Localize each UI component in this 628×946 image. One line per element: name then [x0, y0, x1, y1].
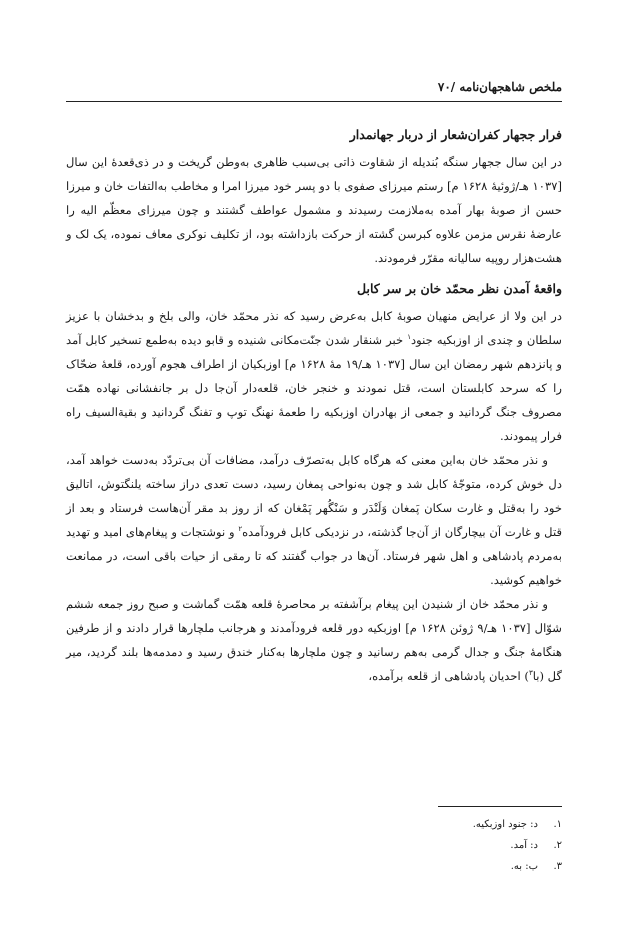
paragraph-kabul-3 — [66, 592, 562, 688]
paragraph-kabul-2-start: و نذر محمّد خان به‌این معنی که هرگاه کابل به‌تصرّف درآمد، مضافات آن بی‌تردّد به‌دست خواهد آمد، دل خوش کرده، متوجّهٔ کابل شد و چون به‌نواحی پمغان رسید، دست تعدی دراز ساخته یلنگتوش، اتالیق خود را به‌قتل و غارت سکان پَمغان وَلَنْدَر و سَنْگُهر پَمْغان که از روز بد مقر آن‌هاست فرستاد و بعد از قتل و غارت آن بیچارگان از آن‌جا گذشته، در نزدیکی کابل فرودآمده — [66, 453, 563, 539]
paragraph-kabul-3-start: و نذر محمّد خان از شنیدن این پیغام برآشفته بر محاصرهٔ قلعه همّت گماشت و صبح روز جمعه ششم شوّال [۱۰۳۷ هـ/۹ ژوئن ۱۶۲۸ م] اوزبکیه دور قلعه فرودآمدند و هرجانب ملچارها قرار دادند و از طرفین هنگامهٔ جنگ و جدال گرمی به‌هم رسانید و چون ملچارها به‌کنار خندق رسید و دمدمه‌ها بلند گردید، میر گل (با — [66, 597, 562, 683]
footnote-text: د: جنود اوزبکیه. — [472, 819, 538, 830]
paragraph-kabul-1-start: در این ولا از عرایض منهیان صوبهٔ کابل به‌عرض رسید که نذر محمّد خان، والی بلخ و بدخشان با عزیز سلطان و چندی از اوزبکیه جنود — [66, 309, 562, 347]
footnote-item — [262, 835, 562, 856]
running-header: ملخص شاهجهان‌نامه /۷۰ — [437, 80, 562, 94]
paragraph-kabul-1-end: خبر شنقار شدن جنّت‌مکانی شنیده و قابو دیده به‌طمع تسخیر کابل آمد و پانزدهم شهر رمضان این سال [۱۰۳۷ هـ/۱۹ مهٔ ۱۶۲۸ م] اوزبکیان از اطراف هجوم آورده، قلعهٔ ضحّاک را که سرحد کابلستان است، قتل نمودند و خنجر خان، قلعه‌دار آن‌جا دل بر جانفشانی نهاده همّت مصروف جنگ گردانید و جمعی از بهادران اوزبکیه را طعمهٔ نهنگ توپ و تفنگ گردانید و بقیةالسیف راه فرار پیمودند. — [66, 333, 563, 443]
footnote-number: ۳. — [553, 861, 562, 872]
footnote-number: ۲. — [553, 840, 562, 851]
main-text — [66, 124, 562, 688]
footnotes — [262, 814, 562, 877]
paragraph-kabul-3-end: ) احدیان پادشاهی از قلعه برآمده، — [368, 669, 529, 683]
footnote-ref-2[interactable]: ۲ — [238, 525, 243, 534]
footnote-item — [262, 814, 562, 835]
footnote-item — [262, 856, 562, 877]
paragraph-kabul-1 — [66, 304, 562, 448]
footnote-ref-1[interactable]: ۱ — [407, 333, 411, 342]
paragraph-kabul-2-end: و نوشتجات و پیغام‌های امید و تهدید به‌مردم پادشاهی و اهل شهر فرستاد. آن‌ها در جواب گفتند که تا رمقی از حیات باقی است، در ممانعت خواهیم کوشید. — [66, 525, 562, 587]
footnote-ref-3[interactable]: ۳ — [528, 669, 533, 678]
paragraph-flight: در این سال ججهار سنگه بُندیله از شقاوت ذاتی بی‌سبب ظاهری به‌وطن گریخت و در ذی‌قعدهٔ این سال [۱۰۳۷ هـ/ژوئیهٔ ۱۶۲۸ م] رستم میرزای صفوی با دو پسر خود میرزا امرا و مخاطب به‌التفات خان و میرزا حسن از صوبهٔ بهار آمده به‌ملازمت رسیدند و مشمول عواطف گشتند و چون میرزای معظّم الیه را عارضهٔ نقرس مزمن علاوه کبرسن گشته از حرکت بازداشته بود، از تکلیف نوکری معاف نموده، یک لک و هشت‌هزار روپیه سالیانه مقرّر فرمودند. — [66, 155, 562, 265]
footnote-number: ۱. — [553, 819, 562, 830]
footnote-text: ب: به. — [510, 861, 538, 872]
section-heading-flight: فرار ججهار کفران‌شعار از دربار جهانمدار — [349, 127, 562, 142]
section-heading-kabul: واقعهٔ آمدن نظر محمّد خان بر سر کابل — [357, 281, 562, 296]
footnote-text: د: آمد. — [510, 840, 538, 851]
header-rule — [66, 101, 562, 102]
footnote-rule — [438, 806, 562, 807]
paragraph-kabul-2 — [66, 448, 562, 592]
